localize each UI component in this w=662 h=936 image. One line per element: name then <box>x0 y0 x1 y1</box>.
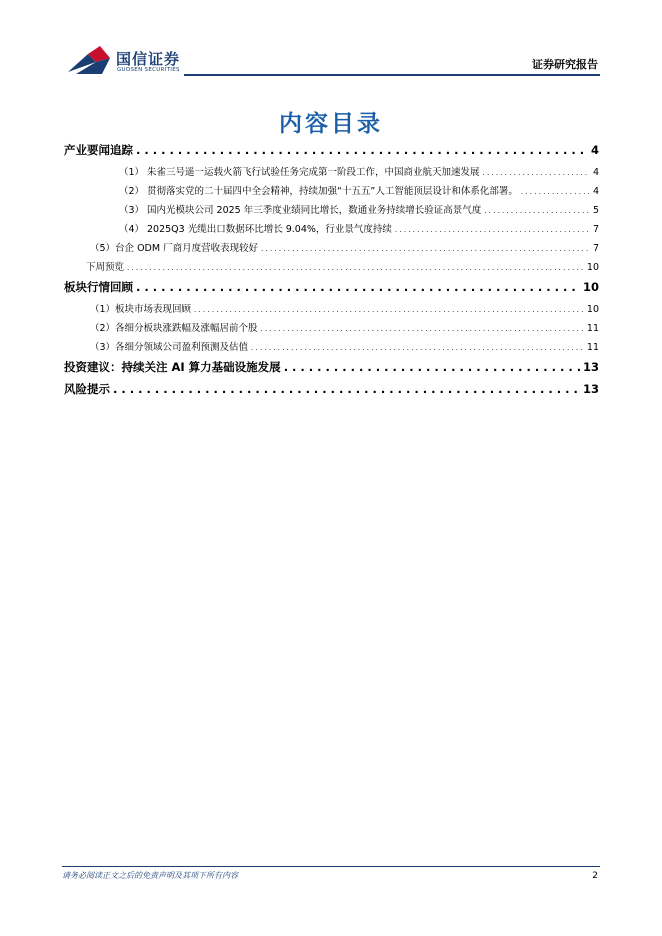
toc-entry-risk-warning[interactable] <box>64 381 599 399</box>
toc-entry-page: 5 <box>592 205 599 216</box>
toc-entry-page: 11 <box>586 323 599 334</box>
toc-leader-dots <box>136 143 588 157</box>
toc-entry-label: （3）各细分领域公司盈利预测及估值 <box>90 342 249 353</box>
toc-entry-label: 下周预览 <box>86 262 125 273</box>
toc-entry-page: 10 <box>582 280 599 294</box>
toc-entry-page: 11 <box>586 342 599 353</box>
toc-entry-number: （3） <box>119 205 145 216</box>
toc-leader-dots <box>251 344 584 352</box>
toc-entry-next-week-preview[interactable] <box>64 259 599 277</box>
toc-entry-industry-news[interactable] <box>64 142 599 160</box>
toc-entry-page: 7 <box>592 224 599 235</box>
logo-english-name: GUOSEN SECURITIES <box>117 67 180 73</box>
toc-leader-dots <box>113 382 580 396</box>
toc-entry-sector-review[interactable] <box>64 279 599 297</box>
toc-entry-market-performance[interactable] <box>64 301 599 319</box>
toc-entry-number: （1） <box>119 167 145 178</box>
toc-leader-dots <box>127 264 584 272</box>
toc-entry-label: 产业要闻追踪 <box>64 143 133 157</box>
toc-entry-label: 国内光模块公司 2025 年三季度业绩同比增长，数通业务持续增长验证高景气度 <box>147 205 482 216</box>
toc-leader-dots <box>284 360 580 374</box>
header-divider <box>184 74 600 76</box>
toc-leader-dots <box>194 306 584 314</box>
toc-entry-label: （2）各细分板块涨跌幅及涨幅居前个股 <box>90 323 258 334</box>
toc-entry-page: 7 <box>592 243 599 254</box>
logo-chinese-name: 国信证券 <box>116 50 181 68</box>
toc-leader-dots <box>261 325 584 333</box>
toc-leader-dots <box>395 226 590 234</box>
toc-entry-label: 朱雀三号遥一运载火箭飞行试验任务完成第一阶段工作，中国商业航天加速发展 <box>147 167 480 178</box>
toc-entry-label: 投资建议：持续关注 AI 算力基础设施发展 <box>64 360 281 374</box>
footer-disclaimer: 请务必阅读正文之后的免责声明及其项下所有内容 <box>62 871 238 880</box>
toc-leader-dots <box>136 280 580 294</box>
toc-entry-1[interactable] <box>64 164 599 182</box>
toc-leader-dots <box>521 188 590 196</box>
page-header <box>0 0 662 80</box>
toc-entry-5[interactable] <box>64 240 599 258</box>
toc-entry-earnings-forecast[interactable] <box>64 339 599 357</box>
toc-entry-3[interactable] <box>64 202 599 220</box>
toc-entry-label: 贯彻落实党的二十届四中全会精神，持续加强“十五五”人工智能顶层设计和体系化部署。 <box>147 186 518 197</box>
footer-divider <box>62 866 600 867</box>
toc-entry-label: 2025Q3 光缆出口数据环比增长 9.04%，行业景气度持续 <box>147 224 392 235</box>
toc-entry-label: 风险提示 <box>64 382 110 396</box>
toc-entry-sub-sector-moves[interactable] <box>64 320 599 338</box>
toc-entry-page: 13 <box>582 382 599 396</box>
toc-entry-number: （2） <box>119 186 145 197</box>
toc-entry-investment-advice[interactable] <box>64 359 599 377</box>
toc-entry-label: （5）台企 ODM 厂商月度营收表现较好 <box>90 243 259 254</box>
toc-entry-page: 4 <box>592 167 599 178</box>
toc-entry-label: （1）板块市场表现回顾 <box>90 304 192 315</box>
toc-entry-page: 10 <box>586 304 599 315</box>
toc-leader-dots <box>483 169 590 177</box>
toc-entry-2[interactable] <box>64 183 599 201</box>
report-type-label: 证券研究报告 <box>532 58 598 71</box>
guosen-emblem-icon <box>66 44 112 76</box>
guosen-logo <box>66 44 226 78</box>
toc-leader-dots <box>261 245 590 253</box>
page-number: 2 <box>592 871 598 881</box>
toc-title: 内容目录 <box>279 111 383 137</box>
toc-entry-page: 13 <box>582 360 599 374</box>
toc-entry-page: 4 <box>590 143 599 157</box>
toc-leader-dots <box>484 207 590 215</box>
toc-entry-number: （4） <box>119 224 145 235</box>
toc-entry-label: 板块行情回顾 <box>64 280 133 294</box>
toc-entry-4[interactable] <box>64 221 599 239</box>
toc-entry-page: 4 <box>592 186 599 197</box>
toc-entry-page: 10 <box>586 262 599 273</box>
